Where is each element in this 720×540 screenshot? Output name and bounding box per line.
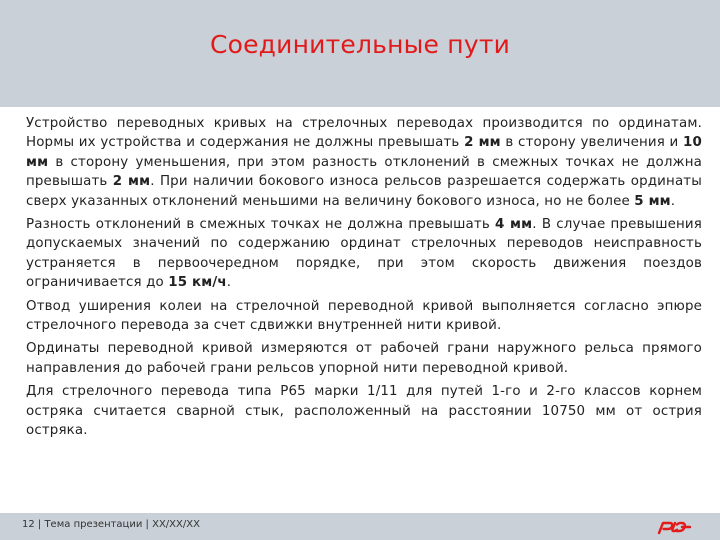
paragraph-4-text: Ординаты переводной кривой измеряются от рабочей грани наружного рельса прямого направления до рабочей грани рельсов упорной нити переводной кривой. <box>26 341 702 376</box>
footer-slide-info: 12 | Тема презентации | XX/XX/XX <box>22 519 200 530</box>
paragraph-5 <box>26 382 702 440</box>
paragraph-2-text-2: . В случае превышения допускаемых значений по содержанию ординат стрелочных переводов неисправность устраняется в первоочередном порядке, при этом скорость движения поездов ограничивается до <box>26 217 702 291</box>
paragraph-2-text-3: . <box>226 275 232 291</box>
paragraph-1-text-2: в сторону увеличения и <box>500 135 684 151</box>
paragraph-1-value-2mm: 2 мм <box>464 135 501 151</box>
rzd-logo-icon <box>656 516 692 536</box>
paragraph-2 <box>26 215 702 293</box>
paragraph-1-text-5: . <box>670 193 676 209</box>
paragraph-2-value-speed: 15 км/ч <box>168 275 227 291</box>
paragraph-3-text: Отвод уширения колеи на стрелочной переводной кривой выполняется согласно эпюре стрелочного перевода за счет сдвижки внутренней нити кривой. <box>26 298 702 334</box>
paragraph-3 <box>26 297 702 336</box>
slide-title: Соединительные пути <box>209 30 511 59</box>
paragraph-4 <box>26 339 702 378</box>
paragraph-1-value-5mm: 5 мм <box>634 193 671 209</box>
paragraph-1-value-10mm: 10 мм <box>26 135 702 170</box>
slide-body <box>26 114 702 445</box>
paragraph-1-text-3: в сторону уменьшения, при этом разность отклонений в смежных точках не должна превышать <box>26 154 702 190</box>
paragraph-1-text-4: . При наличии бокового износа рельсов разрешается содержать ординаты сверх указанных отклонений меньшими на величину бокового износа, но не более <box>26 174 702 209</box>
header-band <box>0 0 720 107</box>
paragraph-5-text: Для стрелочного перевода типа Р65 марки 1/11 для путей 1-го и 2-го классов корнем остряка считается сварной стык, расположенный на расстоянии 10750 мм от острия остряка. <box>26 384 702 439</box>
paragraph-1-text-1: Устройство переводных кривых на стрелочных переводах производится по ординатам. Нормы их устройства и содержания не должны превышать <box>26 116 702 151</box>
paragraph-1 <box>26 114 702 211</box>
paragraph-2-text-1: Разность отклонений в смежных точках не должна превышать <box>26 217 496 233</box>
paragraph-1-value-2mm-diff: 2 мм <box>112 174 151 190</box>
footer-band <box>0 513 720 540</box>
paragraph-2-value-4mm: 4 мм <box>495 217 533 233</box>
